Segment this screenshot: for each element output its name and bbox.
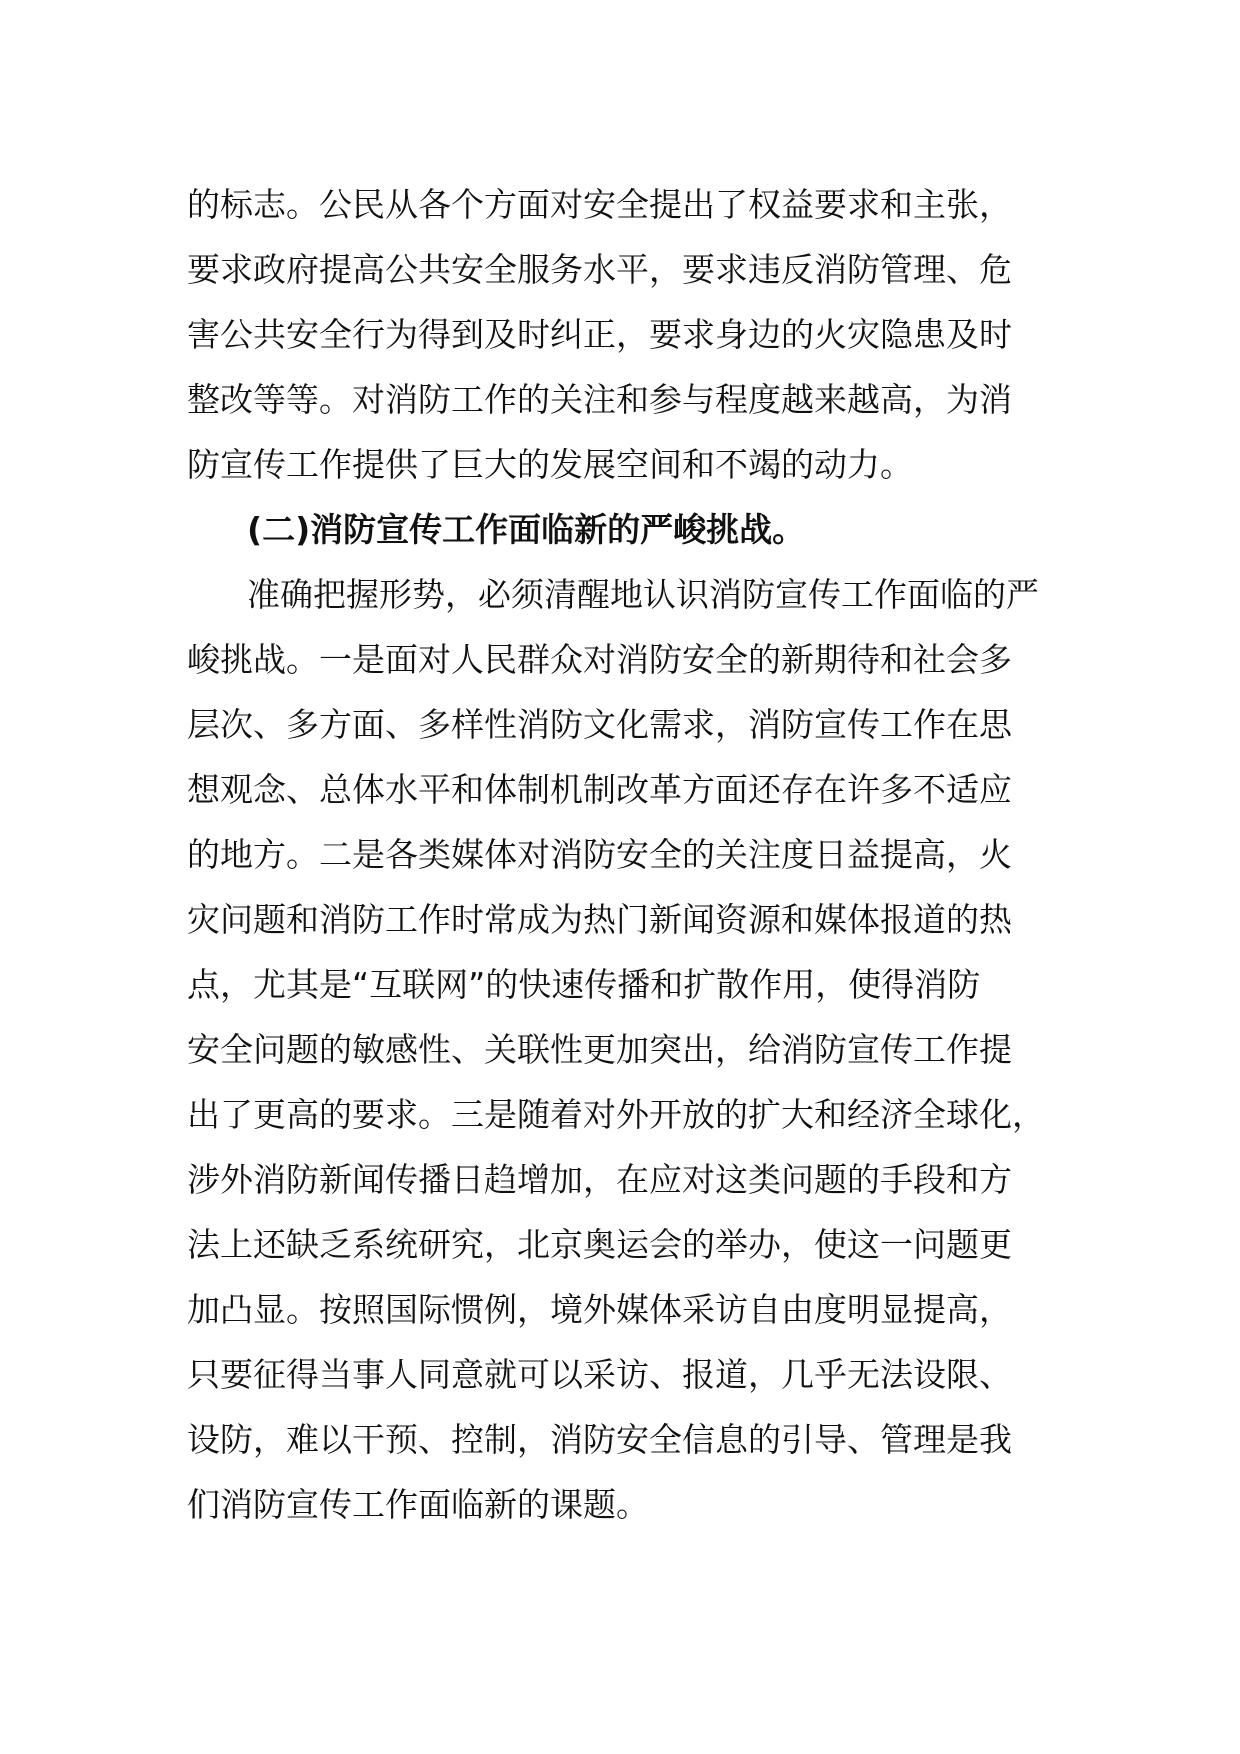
- text-line: 整改等等。对消防工作的关注和参与程度越来越高，为消: [187, 380, 1012, 419]
- text-line: 灾问题和消防工作时常成为热门新闻资源和媒体报道的热: [187, 900, 1012, 939]
- text-line: 的地方。二是各类媒体对消防安全的关注度日益提高，火: [187, 835, 1012, 874]
- text-line: 害公共安全行为得到及时纠正，要求身边的火灾隐患及时: [187, 315, 1012, 354]
- text-line: 涉外消防新闻传播日趋增加，在应对这类问题的手段和方: [187, 1160, 1012, 1199]
- text-line: 只要征得当事人同意就可以采访、报道，几乎无法设限、: [187, 1355, 1012, 1394]
- text-line: 出了更高的要求。三是随着对外开放的扩大和经济全球化，: [187, 1095, 1045, 1134]
- text-line: 加凸显。按照国际惯例，境外媒体采访自由度明显提高，: [187, 1290, 1012, 1329]
- text-line: 们消防宣传工作面临新的课题。: [187, 1485, 649, 1524]
- text-line: 点，尤其是“互联网”的快速传播和扩散作用，使得消防: [187, 965, 981, 1004]
- text-line: 法上还缺乏系统研究，北京奥运会的举办，使这一问题更: [187, 1225, 1012, 1264]
- body-text: [187, 172, 1067, 1537]
- text-line: 设防，难以干预、控制，消防安全信息的引导、管理是我: [187, 1420, 1012, 1459]
- text-line: 想观念、总体水平和体制机制改革方面还存在许多不适应: [187, 770, 1012, 809]
- text-line: 峻挑战。一是面对人民群众对消防安全的新期待和社会多: [187, 640, 1012, 679]
- paragraph-first-line: 准确把握形势，必须清醒地认识消防宣传工作面临的严: [247, 575, 1039, 614]
- text-line: 防宣传工作提供了巨大的发展空间和不竭的动力。: [187, 445, 913, 484]
- text-line: 要求政府提高公共安全服务水平，要求违反消防管理、危: [187, 250, 1012, 289]
- text-line: 安全问题的敏感性、关联性更加突出，给消防宣传工作提: [187, 1030, 1012, 1069]
- section-heading: (二)消防宣传工作面临新的严峻挑战。: [247, 510, 806, 549]
- text-line: 的标志。公民从各个方面对安全提出了权益要求和主张，: [187, 185, 1012, 224]
- text-line: 层次、多方面、多样性消防文化需求，消防宣传工作在思: [187, 705, 1012, 744]
